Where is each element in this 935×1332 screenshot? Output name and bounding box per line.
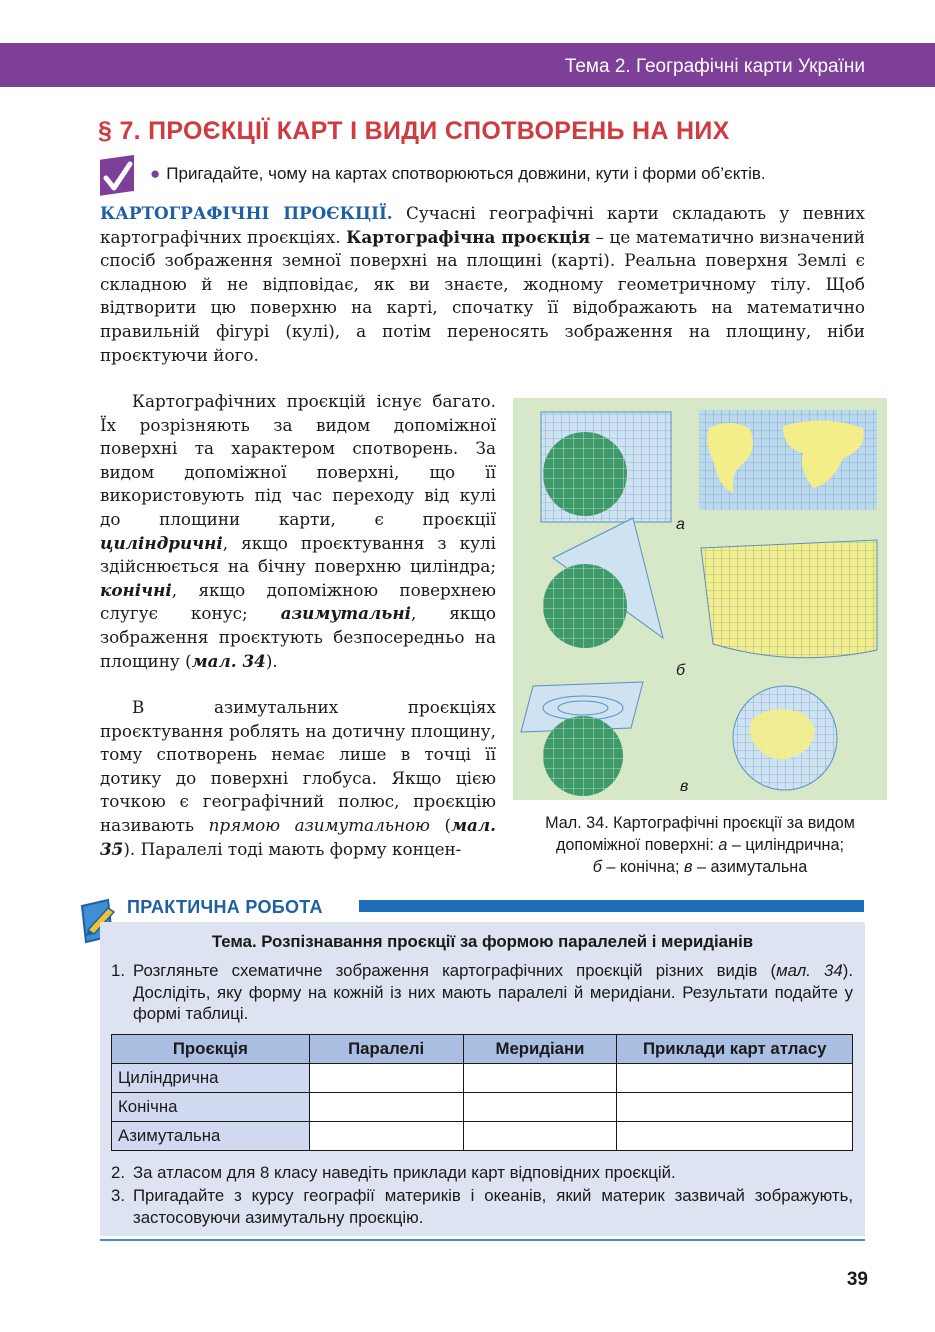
section-title: § 7. ПРОЄКЦІЇ КАРТ І ВИДИ СПОТВОРЕНЬ НА НИХ — [98, 117, 730, 145]
table-header: Паралелі — [309, 1035, 463, 1064]
term-azimuthal: азимутальні — [280, 603, 411, 624]
figure-label-b: б — [676, 662, 685, 679]
table-cell-empty — [617, 1122, 853, 1151]
table-cell-empty — [463, 1064, 617, 1093]
bold-term: Картографічна проєкція — [346, 226, 591, 247]
table-cell: Конічна — [112, 1093, 310, 1122]
table-header: Проєкція — [112, 1035, 310, 1064]
figure-label-a: а — [676, 516, 685, 533]
recall-question: ● Пригадайте, чому на картах спотворюються довжини, кути і форми об’єктів. — [150, 164, 766, 183]
table-header-row — [112, 1035, 853, 1064]
paragraph-projections: Картографічних проєкцій існує багато. Їх розрізняють за видом допоміжної поверхні та характером спотворень. За видом допоміжної поверхні, що її використовують під час переходу від кулі до площини карти, є проєкції циліндричні, якщо проєктування з кулі здійснюється на бічну поверхню циліндра; конічні, якщо допоміжною поверхнею слугує конус; азимутальні, якщо зображення проєктують безпосередньо на площину (мал. 34). — [100, 391, 497, 671]
term-direct-azimuthal: прямою азимутальною — [208, 814, 430, 835]
intro-paragraph: КАРТОГРАФІЧНІ ПРОЄКЦІЇ. Сучасні географічні карти складають у певних картографічних проєкціях. Картографічна проєкція – це математично визначений спосіб зображення земної поверхні на площині (карті). Реальна поверхня Землі є складною й не відповідає, як ви знаєте, жодному геометричному тілу. Щоб відтворити цю поверхню на карті, спочатку її відображають на математично правильній фігурі (кулі), а потім переносять зображення на площину, ніби проєктуючи його. — [100, 203, 865, 365]
cylinder-projection — [541, 410, 877, 522]
table-cell: Азимутальна — [112, 1122, 310, 1151]
table-cell-empty — [463, 1093, 617, 1122]
task-3: 3. Пригадайте з курсу географії материків і океанів, який материк зазвичай зображують, застосовуючи азимутальну проєкцію. — [111, 1186, 853, 1227]
table-cell-empty — [617, 1064, 853, 1093]
projection-illustration — [513, 398, 887, 800]
term-cylindrical: циліндричні — [100, 532, 223, 553]
paragraph-azimuthal: В азимутальних проєкціях проєктування роблять на дотичну площину, тому спотворень немає лише в точці її дотику до поверхні глобуса. Якщо цією точкою є географічний полюс, проєкцію називають прямою азимутальною (мал. 35). Паралелі тоді мають форму концен- — [100, 697, 497, 859]
bullet-icon: ● — [150, 164, 161, 183]
checkmark-icon — [98, 152, 138, 198]
table-header: Приклади карт атласу — [617, 1035, 853, 1064]
azimuthal-projection — [521, 682, 837, 796]
projection-table — [111, 1034, 853, 1151]
projection-figure — [513, 398, 887, 800]
header-topic: Тема 2. Географічні карти України — [564, 56, 865, 77]
page-number: 39 — [846, 1269, 868, 1290]
table-row — [112, 1122, 853, 1151]
practical-title-bar — [359, 900, 864, 912]
figure-ref-35: мал. 35 — [100, 814, 497, 859]
figure-ref: мал. 34 — [191, 650, 266, 671]
bottom-rule — [100, 1239, 865, 1241]
figure-caption: Мал. 34. Картографічні проєкції за видом допоміжної поверхні: а – циліндрична; б – конічна; в – азимутальна — [545, 814, 855, 876]
term-conic: конічні — [100, 579, 172, 600]
conic-projection — [543, 518, 877, 658]
table-row — [112, 1093, 853, 1122]
table-row — [112, 1064, 853, 1093]
table-cell-empty — [617, 1093, 853, 1122]
table-cell: Циліндрична — [112, 1064, 310, 1093]
task-2: 2. За атласом для 8 класу наведіть приклади карт відповідних проєкцій. — [111, 1163, 676, 1182]
practical-work-title: ПРАКТИЧНА РОБОТА — [127, 897, 323, 917]
table-cell-empty — [463, 1122, 617, 1151]
term-heading: КАРТОГРАФІЧНІ ПРОЄКЦІЇ. — [100, 203, 393, 223]
task1-figure-ref: мал. 34 — [776, 961, 843, 980]
task-1: 1. Розгляньте схематичне зображення картографічних проєкцій різних видів (мал. 34). Дослідіть, яку форму на кожній із них мають паралелі й меридіани. Результати подайте у формі таблиці. — [111, 961, 853, 1023]
table-header: Меридіани — [463, 1035, 617, 1064]
table-cell-empty — [309, 1093, 463, 1122]
practical-topic: Тема. Розпізнавання проєкції за формою паралелей і меридіанів — [211, 932, 754, 951]
table-cell-empty — [309, 1122, 463, 1151]
table-cell-empty — [309, 1064, 463, 1093]
figure-label-v: в — [680, 778, 689, 795]
